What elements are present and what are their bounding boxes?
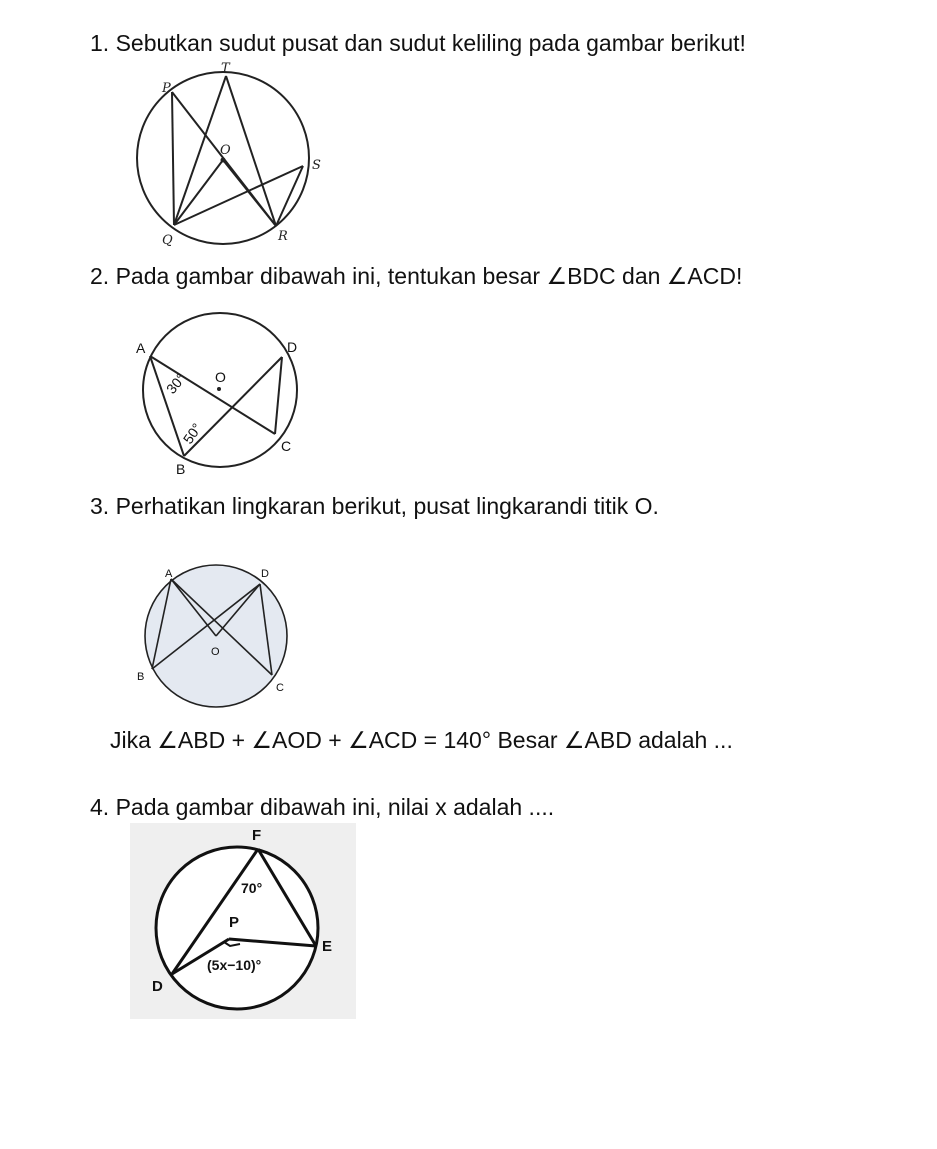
q1-label-o: O <box>220 143 231 158</box>
q3-label-o: O <box>211 646 220 658</box>
question-2-figure <box>130 330 310 480</box>
question-4-text: 4. Pada gambar dibawah ini, nilai x adalah .... <box>90 794 555 820</box>
q4-label-f: F <box>252 827 262 844</box>
q1-label-s: S <box>312 158 321 173</box>
q2-label-c: C <box>281 438 292 454</box>
q4-label-e: E <box>322 938 333 955</box>
q1-chords <box>172 76 303 226</box>
q2-label-o: O <box>215 369 226 385</box>
q2-label-a: A <box>136 340 146 356</box>
question-2-text: 2. Pada gambar dibawah ini, tentukan besar ∠BDC dan ∠ACD! <box>90 263 743 289</box>
q1-label-q: Q <box>162 233 173 248</box>
q2-center-dot <box>217 387 221 391</box>
q1-label-t: T <box>221 61 230 76</box>
q2-angle-a: 30° <box>162 370 189 397</box>
q3-label-b: B <box>137 671 145 683</box>
question-3-text: 3. Perhatikan lingkaran berikut, pusat lingkarandi titik O. <box>90 493 659 519</box>
q4-label-d: D <box>152 978 163 995</box>
question-1-figure <box>130 58 330 258</box>
q4-label-p: P <box>229 914 240 931</box>
q4-angle-p: (5x−10)° <box>207 957 262 973</box>
q3-label-a: A <box>165 568 173 580</box>
question-4-figure <box>130 823 356 1019</box>
q1-center-dot <box>221 158 226 163</box>
q1-label-p: P <box>162 81 171 96</box>
question-3-subtext: Jika ∠ABD + ∠AOD + ∠ACD = 140° Besar ∠ABD adalah ... <box>110 727 733 753</box>
question-3-figure <box>130 560 300 710</box>
q2-angle-b: 50° <box>179 420 205 447</box>
question-1-text: 1. Sebutkan sudut pusat dan sudut keliling pada gambar berikut! <box>90 30 746 56</box>
q2-label-b: B <box>176 461 186 477</box>
q3-label-c: C <box>276 682 284 694</box>
q2-label-d: D <box>287 339 298 355</box>
q3-label-d: D <box>261 568 269 580</box>
q1-label-r: R <box>278 229 288 244</box>
q4-angle-f: 70° <box>241 880 263 896</box>
